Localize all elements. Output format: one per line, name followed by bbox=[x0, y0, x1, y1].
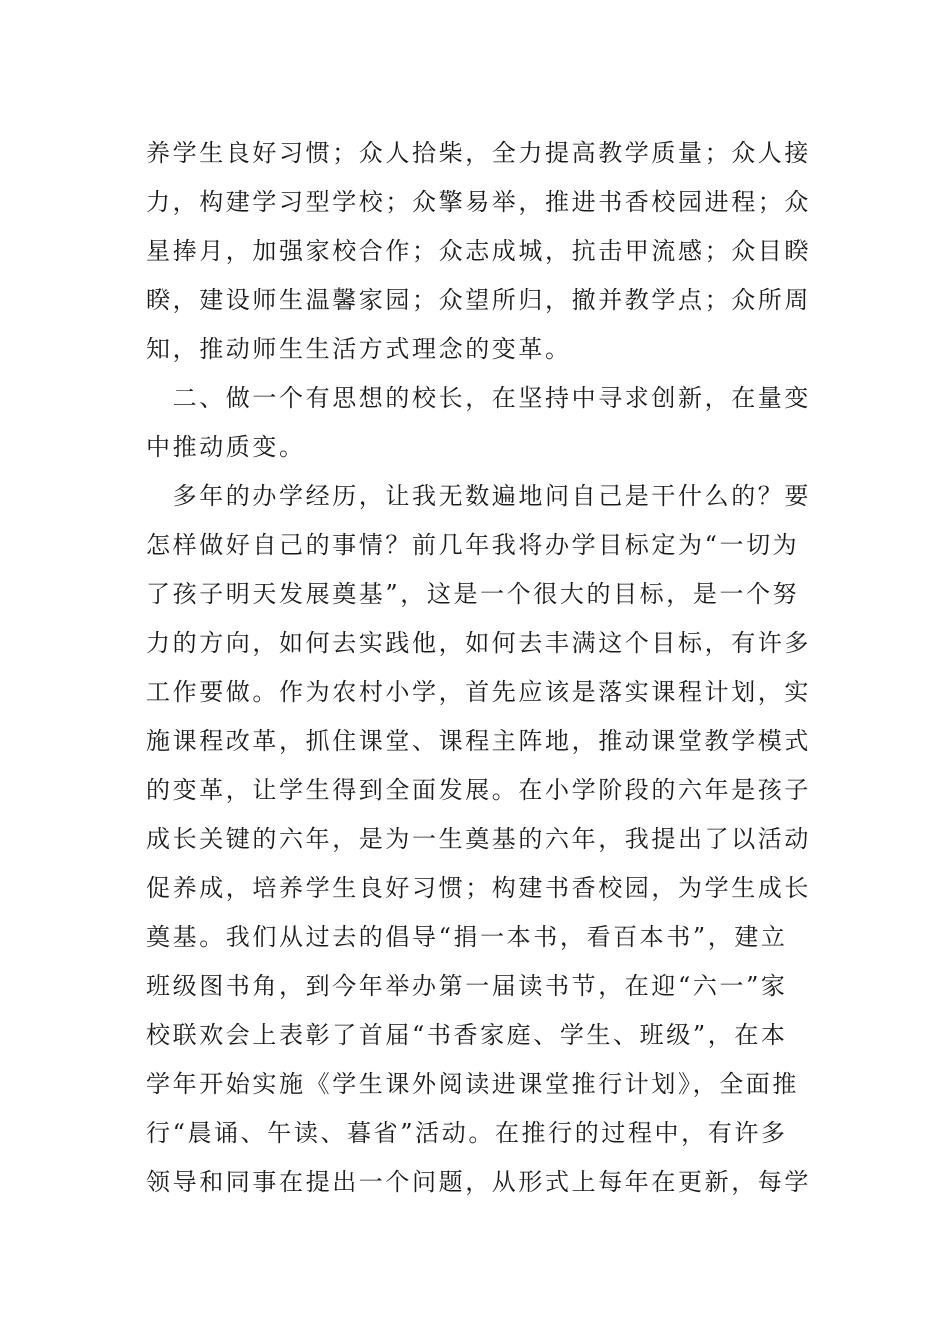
text-line: 奠基。我们从过去的倡导“捐一本书，看百本书”，建立 bbox=[146, 923, 788, 951]
text-line: 星捧月，加强家校合作；众志成城，抗击甲流感；众目睽 bbox=[146, 237, 811, 265]
text-line: 校联欢会上表彰了首届“书香家庭、学生、班级”，在本 bbox=[146, 1021, 788, 1049]
text-line: 多年的办学经历，让我无数遍地问自己是干什么的？要 bbox=[146, 482, 811, 510]
text-line: 怎样做好自己的事情？前几年我将办学目标定为“一切为 bbox=[146, 531, 800, 559]
text-line: 二、做一个有思想的校长，在坚持中寻求创新，在量变 bbox=[146, 384, 811, 412]
text-line: 中推动质变。 bbox=[146, 433, 306, 461]
text-line: 领导和同事在提出一个问题，从形式上每年在更新，每学 bbox=[146, 1168, 811, 1196]
paragraph-1 bbox=[146, 129, 811, 374]
text-line: 工作要做。作为农村小学，首先应该是落实课程计划，实 bbox=[146, 678, 811, 706]
text-line: 力的方向，如何去实践他，如何去丰满这个目标，有许多 bbox=[146, 629, 811, 657]
text-line: 行“晨诵、午读、暮省”活动。在推行的过程中，有许多 bbox=[146, 1119, 788, 1147]
text-line: 养学生良好习惯；众人拾柴，全力提高教学质量；众人接 bbox=[146, 139, 811, 167]
paragraph-2-heading bbox=[146, 374, 811, 472]
text-line: 了孩子明天发展奠基”，这是一个很大的目标，是一个努 bbox=[146, 580, 800, 608]
text-line: 促养成，培养学生良好习惯；构建书香校园，为学生成长 bbox=[146, 874, 811, 902]
text-line: 班级图书角，到今年举办第一届读书节，在迎“六一”家 bbox=[146, 972, 788, 1000]
document-body bbox=[146, 129, 811, 1207]
text-line: 的变革，让学生得到全面发展。在小学阶段的六年是孩子 bbox=[146, 776, 811, 804]
text-line: 学年开始实施《学生课外阅读进课堂推行计划》，全面推 bbox=[146, 1070, 799, 1098]
text-line: 施课程改革，抓住课堂、课程主阵地，推动课堂教学模式 bbox=[146, 727, 811, 755]
text-line: 成长关键的六年，是为一生奠基的六年，我提出了以活动 bbox=[146, 825, 811, 853]
text-line: 知，推动师生生活方式理念的变革。 bbox=[146, 335, 572, 363]
paragraph-3 bbox=[146, 472, 811, 1207]
text-line: 睽，建设师生温馨家园；众望所归，撤并教学点；众所周 bbox=[146, 286, 811, 314]
text-line: 力，构建学习型学校；众擎易举，推进书香校园进程；众 bbox=[146, 188, 811, 216]
